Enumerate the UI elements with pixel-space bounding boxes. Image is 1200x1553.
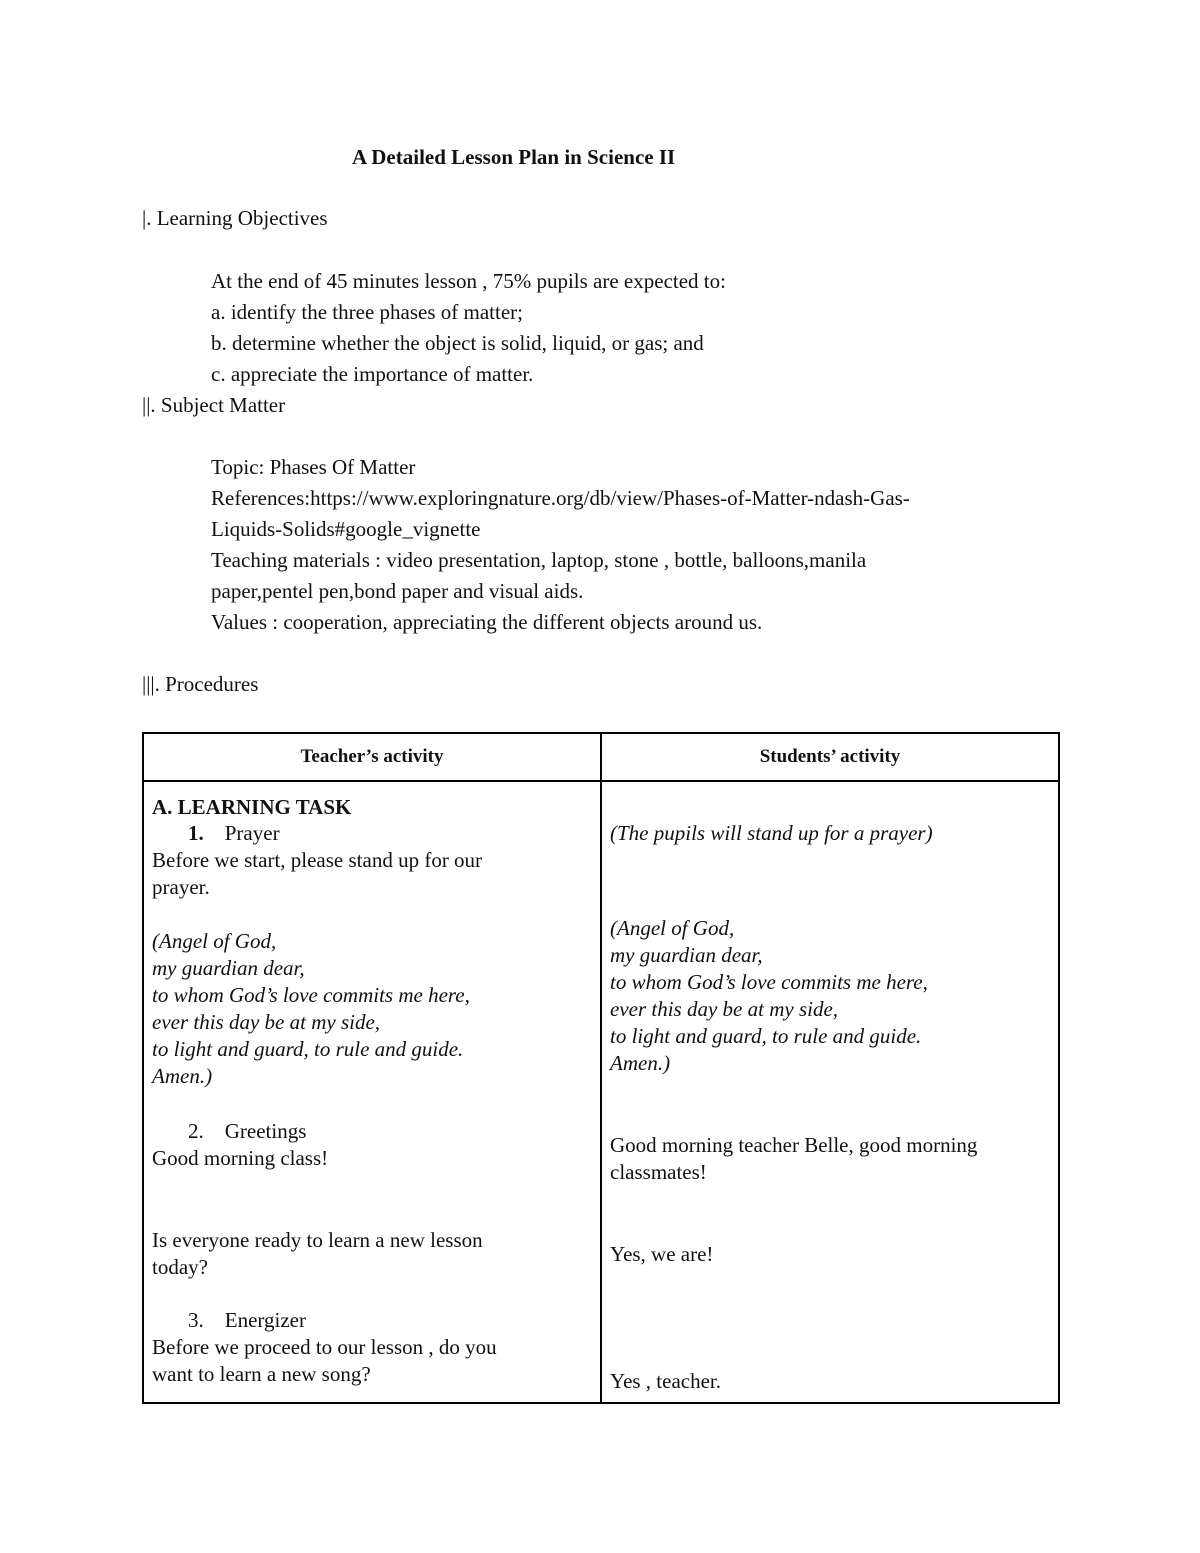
prayer-number: 1. (188, 821, 204, 845)
students-prayer-line: my guardian dear, (610, 943, 763, 967)
students-prayer-line: (Angel of God, (610, 916, 735, 940)
teacher-prayer-line: my guardian dear, (152, 956, 305, 980)
energizer-number: 3. (188, 1308, 204, 1332)
students-greeting-reply-cont: classmates! (610, 1160, 707, 1184)
subject-heading: ||. Subject Matter (142, 393, 286, 417)
prayer-instruction: Before we start, please stand up for our (152, 848, 483, 872)
students-song-reply: Yes , teacher. (610, 1369, 722, 1393)
ready-question: Is everyone ready to learn a new lesson (152, 1228, 483, 1252)
students-prayer-line: to light and guard, to rule and guide. (610, 1024, 922, 1048)
students-prayer-line: Amen.) (610, 1051, 671, 1075)
learning-task-title: A. LEARNING TASK (152, 795, 352, 819)
prayer-label: Prayer (224, 821, 280, 845)
objectives-heading: |. Learning Objectives (142, 206, 328, 230)
objectives-intro: At the end of 45 minutes lesson , 75% pupils are expected to: (211, 269, 726, 293)
objective-item: b. determine whether the object is solid, liquid, or gas; and (211, 331, 704, 355)
energizer-item (188, 1307, 306, 1334)
prayer-item (188, 820, 280, 847)
procedures-table (142, 732, 1060, 1404)
students-header: Students’ activity (759, 746, 901, 767)
prayer-instruction-cont: prayer. (152, 875, 210, 899)
students-stand: (The pupils will stand up for a prayer) (610, 821, 933, 845)
teacher-prayer-line: ever this day be at my side, (152, 1010, 381, 1034)
greetings-text: Good morning class! (152, 1146, 329, 1170)
table-divider (600, 734, 602, 1402)
greetings-item (188, 1118, 306, 1145)
teacher-header: Teacher’s activity (300, 746, 444, 767)
teacher-prayer-line: (Angel of God, (152, 929, 277, 953)
students-greeting-reply: Good morning teacher Belle, good morning (610, 1133, 978, 1157)
teacher-prayer-line: Amen.) (152, 1064, 213, 1088)
subject-materials-cont: paper,pentel pen,bond paper and visual aids. (211, 579, 584, 603)
subject-references: References:https://www.exploringnature.org/db/view/Phases-of-Matter-ndash-Gas- (211, 486, 910, 510)
subject-references-cont: Liquids-Solids#google_vignette (211, 517, 481, 541)
greetings-number: 2. (188, 1119, 204, 1143)
students-prayer-line: to whom God’s love commits me here, (610, 970, 928, 994)
energizer-text-cont: want to learn a new song? (152, 1362, 371, 1386)
teacher-prayer-line: to whom God’s love commits me here, (152, 983, 470, 1007)
objective-item: a. identify the three phases of matter; (211, 300, 523, 324)
objective-item: c. appreciate the importance of matter. (211, 362, 534, 386)
ready-question-cont: today? (152, 1255, 208, 1279)
students-prayer-line: ever this day be at my side, (610, 997, 839, 1021)
energizer-label: Energizer (224, 1308, 306, 1332)
energizer-text: Before we proceed to our lesson , do you (152, 1335, 497, 1359)
greetings-label: Greetings (224, 1119, 307, 1143)
page-title: A Detailed Lesson Plan in Science II (352, 145, 676, 169)
subject-materials: Teaching materials : video presentation, laptop, stone , bottle, balloons,manila (211, 548, 867, 572)
subject-topic: Topic: Phases Of Matter (211, 455, 416, 479)
teacher-prayer-line: to light and guard, to rule and guide. (152, 1037, 464, 1061)
students-ready-reply: Yes, we are! (610, 1242, 714, 1266)
subject-values: Values : cooperation, appreciating the different objects around us. (211, 610, 763, 634)
procedures-heading: |||. Procedures (142, 672, 259, 696)
table-header-divider (144, 780, 1058, 782)
